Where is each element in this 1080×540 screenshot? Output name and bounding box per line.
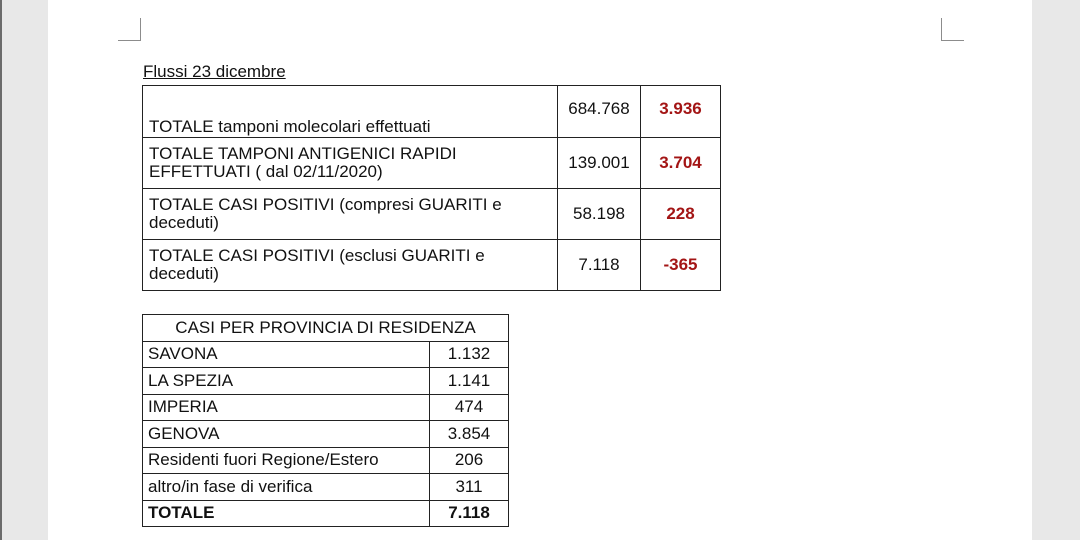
flussi-label: TOTALE tamponi molecolari effettuati: [143, 86, 558, 138]
province-total-label: TOTALE: [143, 500, 430, 527]
table-row: [143, 474, 509, 501]
province-name: SAVONA: [143, 341, 430, 368]
table-row: [143, 394, 509, 421]
flussi-delta: -365: [641, 240, 721, 291]
province-value: 206: [430, 447, 509, 474]
margin-corner-top-right: [941, 18, 964, 41]
flussi-delta: 3.936: [641, 86, 721, 138]
document-title: Flussi 23 dicembre: [143, 62, 286, 81]
province-name: Residenti fuori Regione/Estero: [143, 447, 430, 474]
province-value: 1.141: [430, 368, 509, 395]
flussi-label: TOTALE CASI POSITIVI (compresi GUARITI e deceduti): [143, 189, 558, 240]
table-row: [143, 368, 509, 395]
province-value: 1.132: [430, 341, 509, 368]
flussi-table: [142, 85, 721, 291]
table-row: [143, 421, 509, 448]
table-header-row: [143, 315, 509, 342]
window-left-edge: [0, 0, 2, 540]
province-name: IMPERIA: [143, 394, 430, 421]
province-value: 311: [430, 474, 509, 501]
province-value: 3.854: [430, 421, 509, 448]
flussi-value: 684.768: [558, 86, 641, 138]
table-row: [143, 86, 721, 138]
flussi-label: TOTALE CASI POSITIVI (esclusi GUARITI e deceduti): [143, 240, 558, 291]
table-row: [143, 189, 721, 240]
table-row: [143, 240, 721, 291]
province-name: GENOVA: [143, 421, 430, 448]
document-page: [48, 0, 1032, 540]
province-name: altro/in fase di verifica: [143, 474, 430, 501]
province-value: 474: [430, 394, 509, 421]
flussi-delta: 228: [641, 189, 721, 240]
flussi-value: 7.118: [558, 240, 641, 291]
province-name: LA SPEZIA: [143, 368, 430, 395]
table-row: [143, 341, 509, 368]
table-row: [143, 138, 721, 189]
flussi-delta: 3.704: [641, 138, 721, 189]
table-total-row: [143, 500, 509, 527]
margin-corner-top-left: [118, 18, 141, 41]
table-row: [143, 447, 509, 474]
province-table-header: CASI PER PROVINCIA DI RESIDENZA: [143, 315, 509, 342]
province-table: [142, 314, 509, 527]
flussi-value: 139.001: [558, 138, 641, 189]
province-total-value: 7.118: [430, 500, 509, 527]
flussi-label: TOTALE TAMPONI ANTIGENICI RAPIDI EFFETTUATI ( dal 02/11/2020): [143, 138, 558, 189]
flussi-value: 58.198: [558, 189, 641, 240]
